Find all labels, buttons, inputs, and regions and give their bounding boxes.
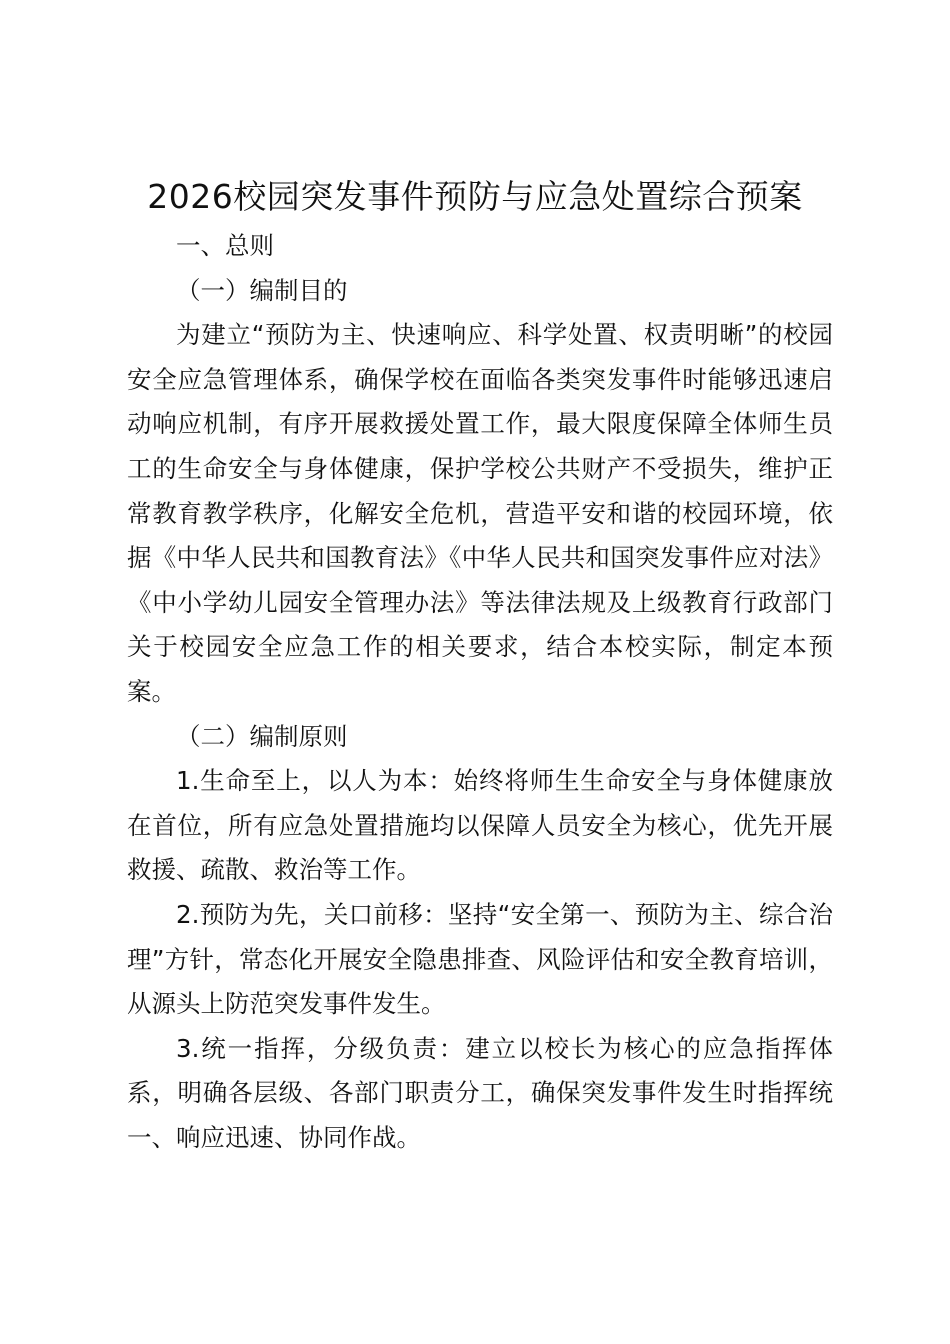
section-heading-general: 一、总则 bbox=[176, 231, 274, 260]
paragraph-principle-3: 3.统一指挥，分级负责：建立以校长为核心的应急指挥体系，明确各层级、各部门职责分工，确保突发事件发生时指挥统一、响应迅速、协同作战。 bbox=[127, 1033, 833, 1152]
paragraph-principle-1: 1.生命至上，以人为本：始终将师生生命安全与身体健康放在首位，所有应急处置措施均以保障人员安全为核心，优先开展救援、疏散、救治等工作。 bbox=[127, 766, 833, 885]
subsection-heading-purpose: （一）编制目的 bbox=[176, 275, 348, 305]
document-body bbox=[127, 224, 833, 1160]
subsection-heading-principles: （二）编制原则 bbox=[176, 721, 348, 751]
paragraph-purpose: 为建立“预防为主、快速响应、科学处置、权责明晰”的校园安全应急管理体系，确保学校在面临各类突发事件时能够迅速启动响应机制，有序开展救援处置工作，最大限度保障全体师生员工的生命安全与身体健康，保护学校公共财产不受损失，维护正常教育教学秩序，化解安全危机，营造平安和谐的校园环境，依据《中华人民共和国教育法》《中华人民共和国突发事件应对法》《中小学幼儿园安全管理办法》等法律法规及上级教育行政部门关于校园安全应急工作的相关要求，结合本校实际，制定本预案。 bbox=[127, 320, 833, 706]
document-title: 2026校园突发事件预防与应急处置综合预案 bbox=[147, 177, 803, 216]
paragraph-principle-2: 2.预防为先，关口前移：坚持“安全第一、预防为主、综合治理”方针，常态化开展安全隐患排查、风险评估和安全教育培训，从源头上防范突发事件发生。 bbox=[127, 899, 833, 1019]
